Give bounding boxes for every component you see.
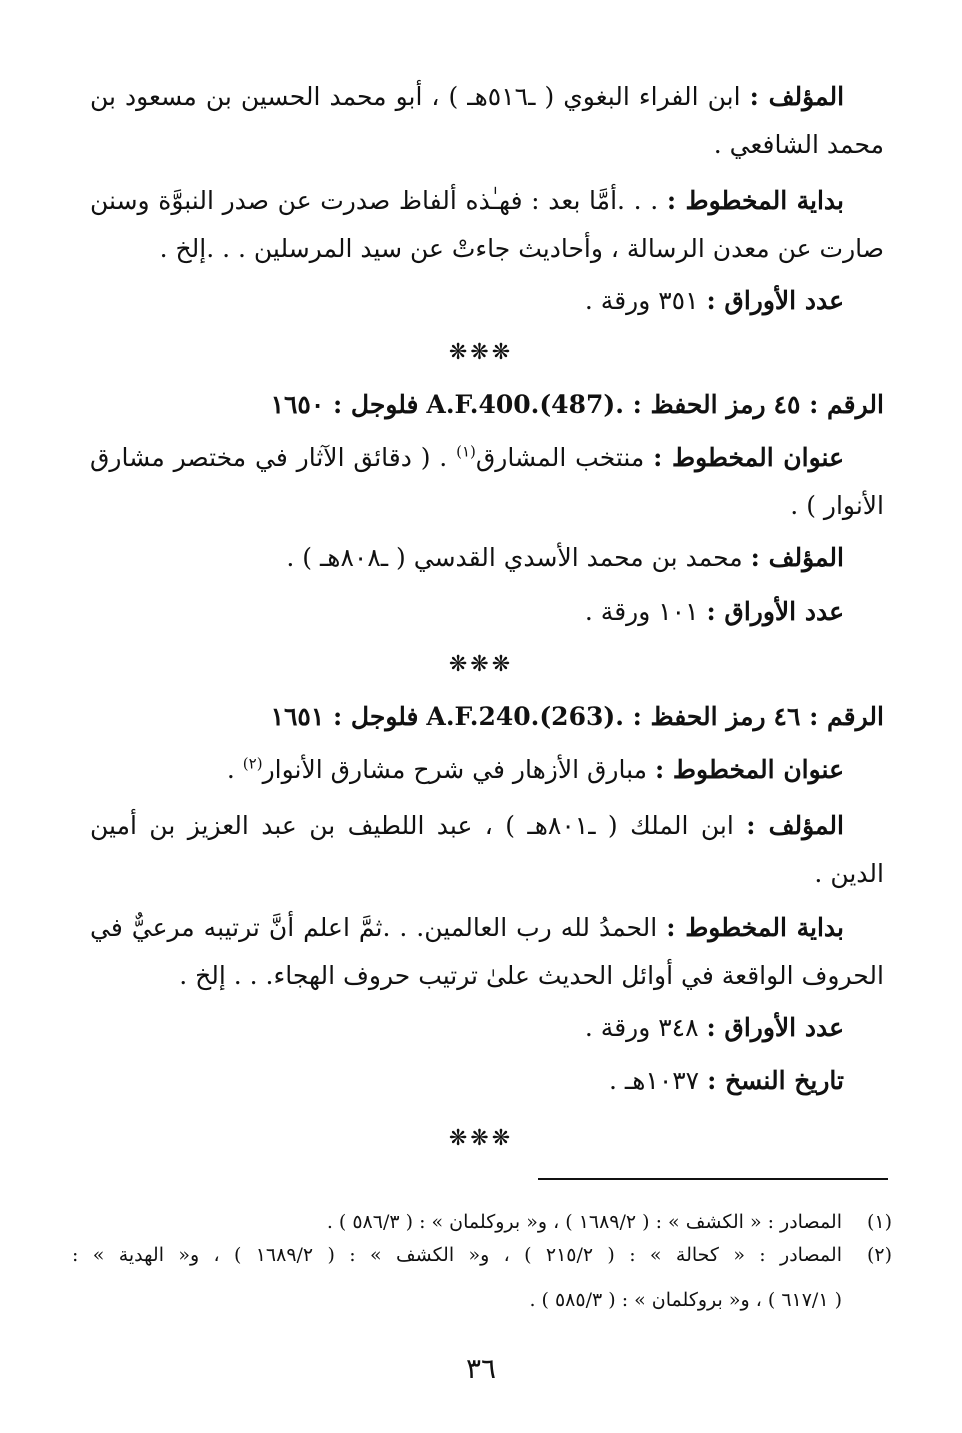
- author-text: محمد بن محمد الأسدي القدسي ( ـ٨٠٨هـ ) .: [286, 543, 743, 572]
- leaves-value: ٣٤٨ ورقة .: [584, 1013, 699, 1042]
- shelf-code: رمز الحفظ : .A.F.400.(487): [426, 390, 766, 419]
- leaves-label: عدد الأوراق :: [706, 597, 844, 626]
- record-header-45: [90, 385, 884, 425]
- footnote-text: المصادر : « الكشف » : ( ١٦٨٩/٢ ) ، و« بروكلمان » : ( ٥٨٦/٣ ) .: [326, 1211, 842, 1233]
- flugel-number: فلوجل : ١٦٥١: [270, 702, 419, 731]
- record-number: الرقم : ٤٦: [773, 702, 884, 731]
- start-line-2: الحروف الواقعة في أوائل الحديث علىٰ ترتيب حروف الهجاء. . . إلخ .: [179, 961, 884, 990]
- copy-date-line: [90, 1061, 844, 1101]
- footnote-ref-1: (١): [456, 442, 476, 461]
- footnote-number: (٢): [866, 1244, 892, 1266]
- page-number: ٣٦: [465, 1352, 497, 1385]
- author-text: ابن الملك ( ـ٨٠١هـ ) ، عبد اللطيف بن عبد العزيز بن أمين: [90, 811, 734, 840]
- footnote-ref-2: (٢): [242, 754, 263, 773]
- footnote-text: ( ٦١٧/١ ) ، و« بروكلمان » : ( ٥٨٥/٣ ) .: [529, 1289, 842, 1311]
- start-label: بداية المخطوط :: [666, 913, 845, 942]
- author-line: [90, 538, 844, 578]
- flugel-number: فلوجل : ١٦٥٠: [270, 390, 419, 419]
- start-text: الحمدُ لله رب العالمين. . .ثمَّ اعلم أنَّ ترتيبه مرعيٌّ في: [90, 913, 658, 942]
- start-text: . . .أمَّا بعد : فهـٰذه ألفاظ صدرت عن صدر النبوَّة وسنن: [90, 186, 659, 215]
- copy-date-label: تاريخ النسخ :: [707, 1066, 844, 1095]
- footnote-text: المصادر : « كحالة » : ( ٢١٥/٢ ) ، و« الكشف » : ( ١٦٨٩/٢ ) ، و« الهدية » :: [72, 1244, 842, 1266]
- shelf-code: رمز الحفظ : .A.F.240.(263): [426, 702, 766, 731]
- leaves-value: ١٠١ ورقة .: [584, 597, 699, 626]
- separator-stars: ❋❋❋: [448, 652, 514, 677]
- footnote-rule: [538, 1178, 888, 1180]
- leaves-value: ٣٥١ ورقة .: [584, 286, 699, 315]
- start-line-2: صارت عن معدن الرسالة ، وأحاديث جاءتْ عن سيد المرسلين . . .إلخ .: [159, 234, 884, 263]
- author-label: المؤلف :: [746, 811, 844, 840]
- record-number: الرقم : ٤٥: [773, 390, 884, 419]
- footnote-number: (١): [866, 1211, 892, 1233]
- title-line-1: [90, 438, 844, 478]
- author-line-1: [90, 806, 844, 846]
- start-line-1: [90, 908, 844, 948]
- leaves-line: [90, 1008, 844, 1048]
- author-line-2: محمد الشافعي .: [713, 130, 884, 159]
- leaves-label: عدد الأوراق :: [706, 286, 844, 315]
- separator-stars: ❋❋❋: [448, 340, 514, 365]
- author-line-1: [90, 77, 844, 117]
- title-label: عنوان المخطوط :: [653, 443, 844, 472]
- title-end: .: [226, 755, 243, 784]
- record-header-46: [90, 697, 884, 737]
- copy-date-value: ١٠٣٧هـ .: [608, 1066, 700, 1095]
- author-label: المؤلف :: [750, 543, 844, 572]
- title-line: [90, 750, 844, 790]
- leaves-label: عدد الأوراق :: [706, 1013, 844, 1042]
- title-alt: . ( دقائق الآثار في مختصر مشارق: [90, 443, 457, 472]
- separator-stars: ❋❋❋: [448, 1126, 514, 1151]
- title-text: مبارق الأزهار في شرح مشارق الأنوار: [262, 755, 648, 784]
- title-text: منتخب المشارق: [475, 443, 645, 472]
- author-text: ابن الفراء البغوي ( ـ٥١٦هـ ) ، أبو محمد الحسين بن مسعود بن: [90, 82, 741, 111]
- title-line-2: الأنوار ) .: [790, 491, 884, 520]
- leaves-line: [90, 592, 844, 632]
- author-label: المؤلف :: [749, 82, 845, 111]
- leaves-line: [90, 281, 844, 321]
- start-label: بداية المخطوط :: [666, 186, 845, 215]
- title-label: عنوان المخطوط :: [654, 755, 844, 784]
- author-line-2: الدين .: [814, 859, 884, 888]
- start-line-1: [90, 181, 844, 221]
